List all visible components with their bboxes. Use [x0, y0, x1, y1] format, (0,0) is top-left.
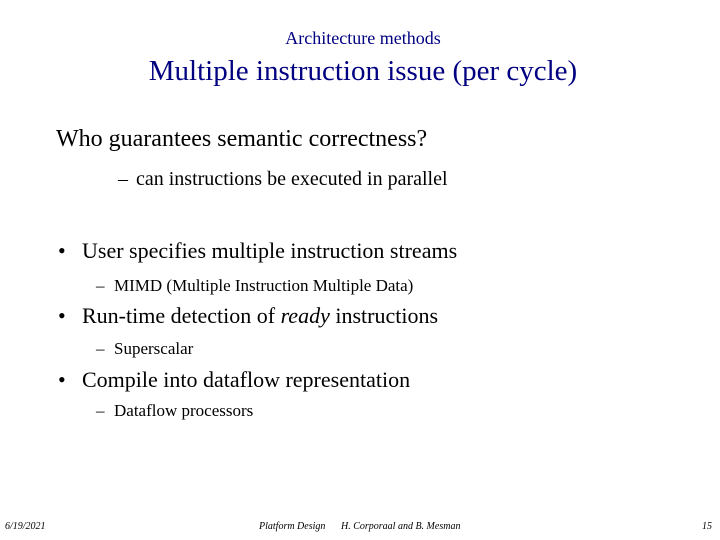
- question-subpoint: [118, 168, 448, 191]
- bullet-symbol: •: [58, 303, 66, 328]
- slide-title: Multiple instruction issue (per cycle): [148, 55, 578, 87]
- bullet-text-before: Run-time detection of: [82, 303, 281, 328]
- dash-symbol: –: [118, 168, 128, 190]
- main-question: Who guarantees semantic correctness?: [56, 126, 428, 152]
- footer-course: Platform Design: [259, 521, 326, 532]
- bullet-text-after: instructions: [329, 303, 439, 328]
- bullet-text: Compile into dataflow representation: [82, 367, 411, 392]
- sub-item: [96, 276, 413, 296]
- footer-date: 6/19/2021: [5, 521, 46, 532]
- bullet-item: [58, 303, 438, 329]
- sub-text: Dataflow processors: [114, 401, 254, 420]
- footer-authors: H. Corporaal and B. Mesman: [341, 521, 461, 532]
- slide-supertitle: Architecture methods: [285, 28, 441, 48]
- bullet-symbol: •: [58, 367, 66, 392]
- bullet-text-italic: ready: [280, 303, 330, 328]
- sub-item: [96, 401, 253, 421]
- sub-item: [96, 339, 193, 359]
- question-subpoint-text: can instructions be executed in parallel: [136, 168, 448, 190]
- sub-text: MIMD (Multiple Instruction Multiple Data): [114, 276, 414, 295]
- bullet-symbol: •: [58, 238, 66, 263]
- bullet-item: [58, 367, 410, 393]
- sub-text: Superscalar: [114, 339, 194, 358]
- bullet-item: [58, 238, 457, 264]
- footer-page-number: 15: [702, 521, 712, 532]
- dash-symbol: –: [96, 401, 105, 420]
- bullet-text: User specifies multiple instruction streams: [82, 238, 458, 263]
- dash-symbol: –: [96, 276, 105, 295]
- dash-symbol: –: [96, 339, 105, 358]
